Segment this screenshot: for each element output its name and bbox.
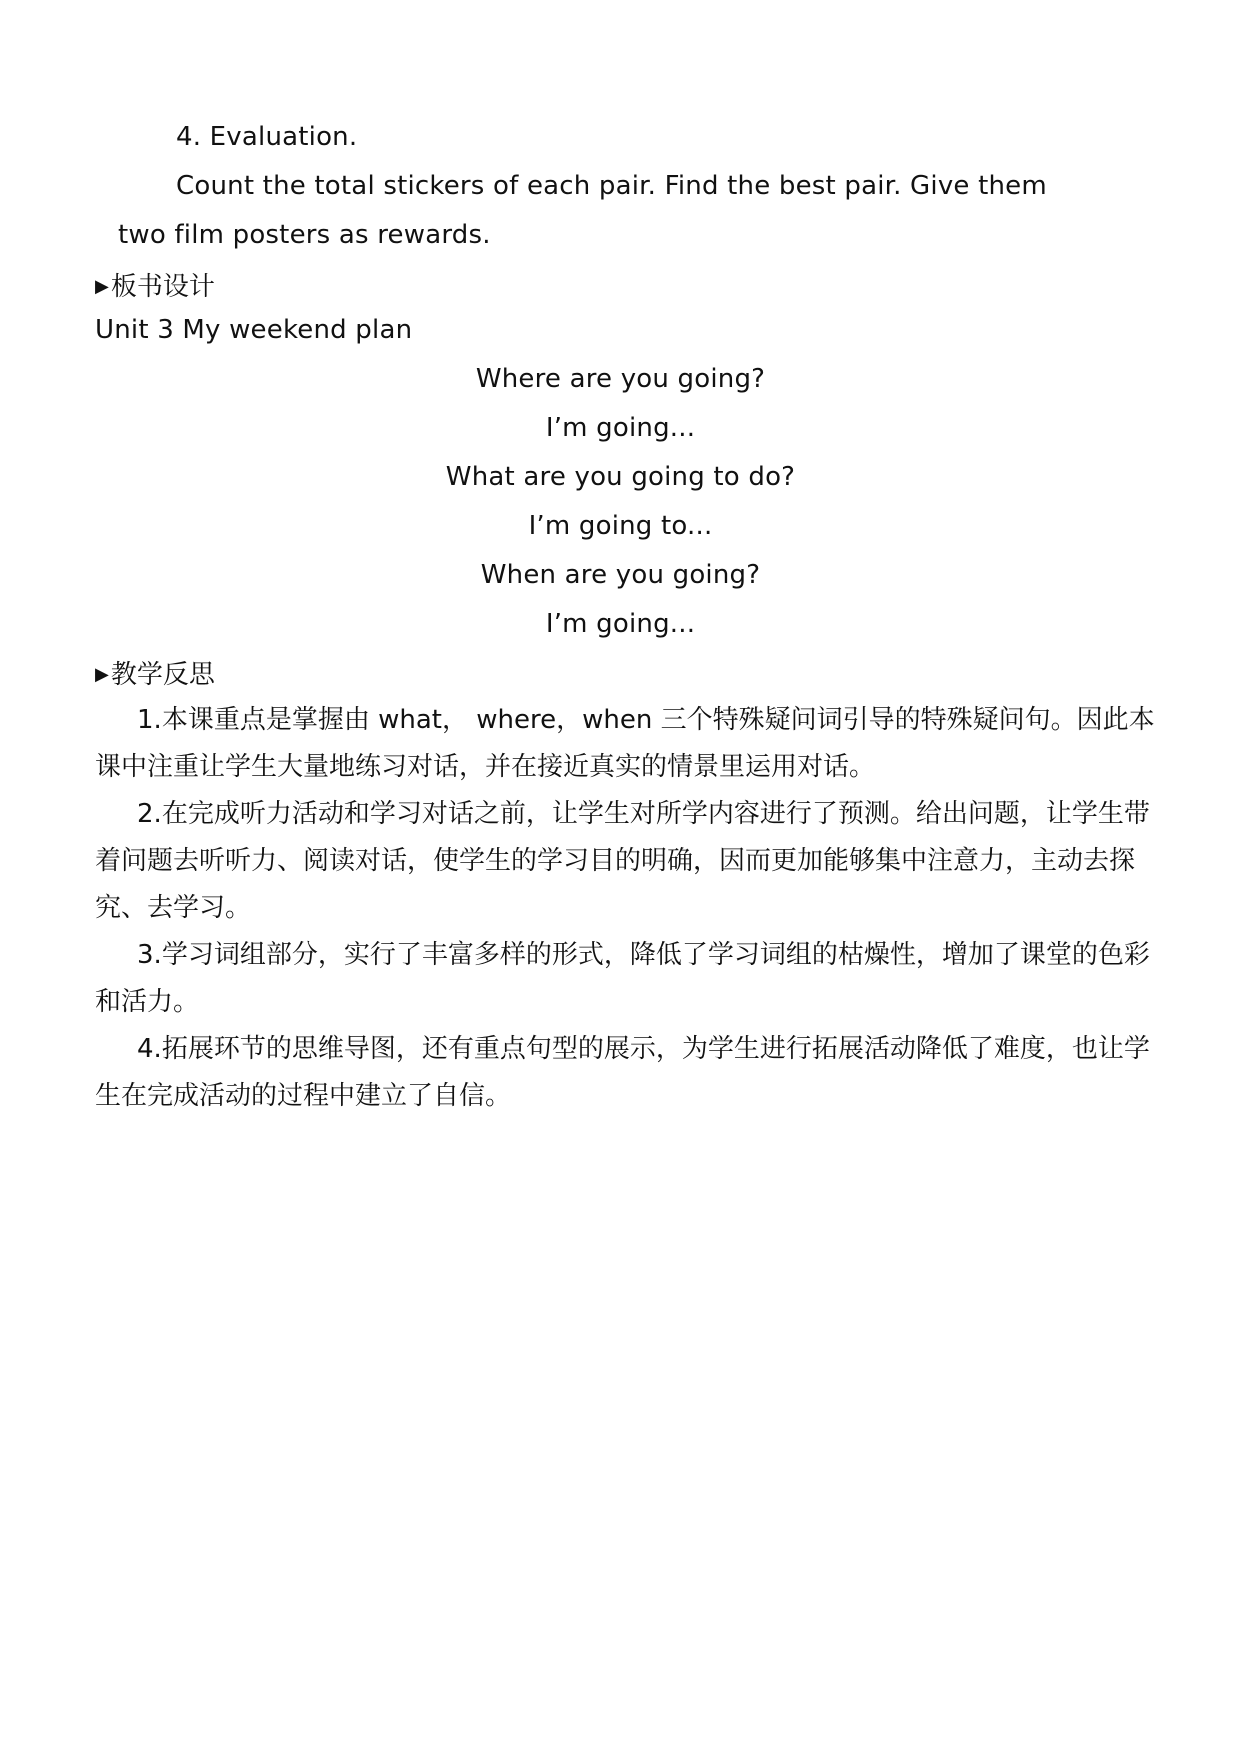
reflection-item-number: 4. [137, 1034, 162, 1064]
reflection-section-heading [95, 654, 215, 691]
evaluation-text-line-2: two film posters as rewards. [118, 220, 491, 250]
reflection-item-text: 学习词组部分，实行了丰富多样的形式，降低了学习词组的枯燥性，增加了课堂的色彩和活力。 [95, 940, 1150, 1017]
triangle-bullet-icon: ▶ [95, 664, 109, 685]
blackboard-line: When are you going? [480, 560, 761, 590]
evaluation-heading: 4. Evaluation. [176, 122, 358, 152]
reflection-item-number: 3. [137, 940, 162, 970]
blackboard-line: What are you going to do? [445, 462, 796, 492]
blackboard-line: I’m going to... [528, 511, 713, 541]
reflection-item-number: 2. [137, 799, 162, 829]
keyword-where-when: where，when [476, 705, 653, 735]
unit-title: Unit 3 My weekend plan [95, 315, 413, 345]
blackboard-section-heading [95, 266, 215, 303]
reflection-item-1 [95, 697, 1155, 791]
reflection-item-text: 三个特殊疑问词引导的特殊疑问句。因此本课中注重让学生大量地练习对话，并在接近真实的情景里运用对话。 [95, 705, 1155, 782]
reflection-item-text: 拓展环节的思维导图，还有重点句型的展示，为学生进行拓展活动降低了难度，也让学生在完成活动的过程中建立了自信。 [95, 1034, 1150, 1111]
reflection-heading-text: 教学反思 [110, 660, 215, 690]
reflection-item-2 [95, 791, 1155, 932]
reflection-item-number: 1. [137, 705, 162, 735]
evaluation-text-line-1: Count the total stickers of each pair. Find the best pair. Give them [176, 171, 1047, 201]
blackboard-line: I’m going... [545, 413, 696, 443]
blackboard-heading-text: 板书设计 [110, 272, 215, 302]
reflection-item-3 [95, 932, 1155, 1026]
blackboard-line: Where are you going? [475, 364, 766, 394]
reflection-item-4 [95, 1026, 1155, 1120]
reflection-item-text: 本课重点是掌握由 [161, 705, 370, 735]
blackboard-line: I’m going... [545, 609, 696, 639]
triangle-bullet-icon: ▶ [95, 276, 109, 297]
keyword-what: what， [378, 705, 468, 735]
reflection-item-text: 在完成听力活动和学习对话之前，让学生对所学内容进行了预测。给出问题，让学生带着问题去听听力、阅读对话，使学生的学习目的明确，因而更加能够集中注意力，主动去探究、去学习。 [95, 799, 1150, 923]
